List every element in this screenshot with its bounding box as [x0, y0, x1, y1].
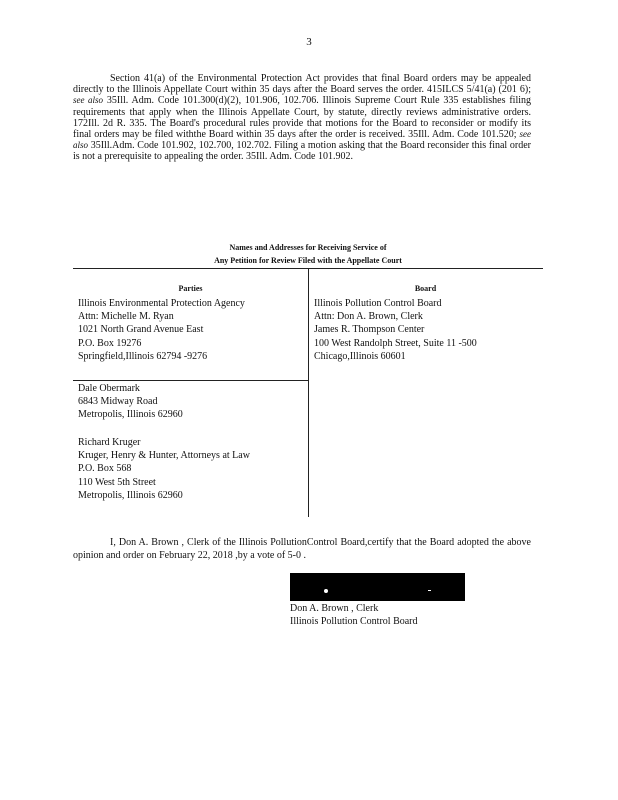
address-line: P.O. Box 568 [78, 463, 132, 475]
address-line: 100 West Randolph Street, Suite 11 -500 [314, 337, 477, 349]
parties-row-divider [73, 380, 308, 381]
address-line: Illinois Environmental Protection Agency [78, 298, 245, 309]
service-heading-line-2: Any Petition for Review Filed with the Appellate Court [214, 256, 402, 265]
signer-organization: Illinois Pollution Control Board [290, 616, 418, 627]
service-heading-line-1: Names and Addresses for Receiving Service of [229, 243, 387, 252]
address-line: Attn: Don A. Brown, Clerk [314, 311, 423, 323]
address-line: Kruger, Henry & Hunter, Attorneys at Law [78, 450, 250, 462]
paragraph-part-2: 35Ill. Adm. Code 101.300(d)(2), 101.906, 102.706. Illinois Supreme Court Rule 335 establishes filing requirements that apply when the Illinois Appellate Court, by statute, directly reviews administrative orders. 172Ill. 2d R. 335. The Board's procedural rules provide that motions for the Board to reconsider or modify its final orders may be filed withthe Board within 35 days after the order is received. 35Ill. Adm. Code 101.520; [73, 95, 531, 141]
party-address-kruger [78, 436, 250, 502]
address-line: 110 West 5th Street [78, 476, 156, 488]
address-line: Springfield,Illinois 62794 -9276 [78, 350, 208, 362]
party-address-obermark [78, 382, 183, 422]
parties-column-header: Parties [178, 284, 203, 293]
address-line: Attn: Michelle M. Ryan [78, 311, 174, 323]
page-number: 3 [306, 36, 312, 48]
table-column-divider [308, 268, 309, 517]
board-address [314, 297, 477, 363]
address-line: 6843 Midway Road [78, 396, 158, 408]
clerk-certification: I, Don A. Brown , Clerk of the Illinois PollutionControl Board,certify that the Board adopted the above opinion and order on February 22, 2018 ,by a vote of 5-0 . [73, 537, 531, 561]
signature-mark [428, 590, 431, 591]
appeal-rights-paragraph [73, 73, 531, 163]
signer-name: Don A. Brown , Clerk [290, 603, 379, 614]
address-line: Richard Kruger [78, 437, 141, 448]
see-also-2: see also [73, 129, 531, 151]
board-column-header: Board [414, 284, 437, 293]
see-also-1: see also [73, 95, 104, 106]
party-address-iepa [78, 297, 245, 363]
paragraph-part-3: 35Ill.Adm. Code 101.902, 102.700, 102.702. Filing a motion asking that the Board reconsider this final order is not a prerequisite to appealing the order. 35Ill. Adm. Code 101.902. [73, 140, 532, 163]
address-line: Metropolis, Illinois 62960 [78, 409, 183, 421]
redacted-signature [290, 573, 465, 601]
address-line: James R. Thompson Center [314, 324, 425, 336]
address-line: Metropolis, Illinois 62960 [78, 489, 183, 501]
address-line: Dale Obermark [78, 383, 140, 394]
address-line: P.O. Box 19276 [78, 337, 142, 349]
address-line: Illinois Pollution Control Board [314, 298, 442, 309]
signature-block [290, 602, 418, 628]
paragraph-part-1: Section 41(a) of the Environmental Protection Act provides that final Board orders may be appealed directly to the Illinois Appellate Court within 35 days after the Board serves the order. 415ILCS 5/41(a) (201 6); [73, 73, 531, 96]
address-line: Chicago,Illinois 60601 [314, 350, 406, 362]
address-line: 1021 North Grand Avenue East [78, 324, 204, 336]
signature-mark [324, 589, 328, 593]
